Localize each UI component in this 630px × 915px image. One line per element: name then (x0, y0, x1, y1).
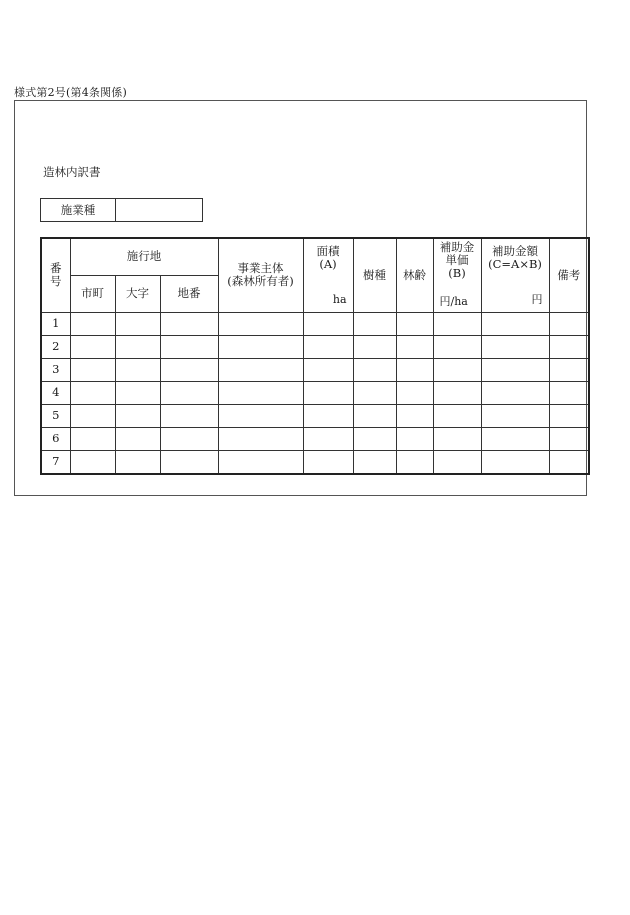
table-row (41, 312, 589, 335)
cell-lot[interactable] (160, 358, 218, 381)
cell-unit-price[interactable] (433, 427, 481, 450)
cell-district[interactable] (115, 335, 160, 358)
cell-operator[interactable] (218, 312, 303, 335)
header-species: 樹種 (353, 238, 396, 312)
header-area-line1: 面積 (316, 244, 340, 258)
row-number: 6 (41, 427, 70, 450)
cell-district[interactable] (115, 404, 160, 427)
cell-unit-price[interactable] (433, 404, 481, 427)
cell-remarks[interactable] (549, 404, 589, 427)
row-number: 7 (41, 450, 70, 474)
cell-amount[interactable] (481, 450, 549, 474)
cell-remarks[interactable] (549, 450, 589, 474)
cell-city[interactable] (70, 312, 115, 335)
table-row (41, 335, 589, 358)
work-type-value[interactable] (116, 199, 203, 222)
cell-age[interactable] (396, 381, 433, 404)
cell-area[interactable] (303, 358, 353, 381)
cell-operator[interactable] (218, 450, 303, 474)
cell-district[interactable] (115, 312, 160, 335)
header-amount (481, 238, 549, 312)
header-amount-unit: 円 (531, 292, 543, 306)
cell-operator[interactable] (218, 427, 303, 450)
cell-amount[interactable] (481, 381, 549, 404)
row-number: 3 (41, 358, 70, 381)
cell-species[interactable] (353, 312, 396, 335)
cell-area[interactable] (303, 335, 353, 358)
header-unit-price-unit: 円/ha (439, 294, 468, 308)
cell-lot[interactable] (160, 404, 218, 427)
cell-age[interactable] (396, 335, 433, 358)
header-area-line2: (A) (319, 257, 337, 271)
cell-district[interactable] (115, 358, 160, 381)
cell-district[interactable] (115, 381, 160, 404)
cell-city[interactable] (70, 404, 115, 427)
cell-city[interactable] (70, 358, 115, 381)
cell-lot[interactable] (160, 381, 218, 404)
cell-amount[interactable] (481, 427, 549, 450)
header-operator-line1: 事業主体 (237, 261, 284, 276)
header-unit-price-line3: (B) (448, 266, 466, 280)
cell-amount[interactable] (481, 404, 549, 427)
table-row (41, 404, 589, 427)
cell-lot[interactable] (160, 427, 218, 450)
header-amount-line1: 補助金額 (492, 244, 539, 258)
cell-age[interactable] (396, 427, 433, 450)
cell-species[interactable] (353, 450, 396, 474)
header-age: 林齢 (396, 238, 433, 312)
header-remarks: 備考 (549, 238, 589, 312)
cell-remarks[interactable] (549, 381, 589, 404)
header-city: 市町 (70, 275, 115, 312)
cell-operator[interactable] (218, 358, 303, 381)
cell-unit-price[interactable] (433, 450, 481, 474)
header-operator (218, 238, 303, 312)
cell-city[interactable] (70, 450, 115, 474)
form-label: 様式第2号(第4条関係) (14, 86, 127, 99)
cell-amount[interactable] (481, 358, 549, 381)
cell-district[interactable] (115, 427, 160, 450)
row-number: 5 (41, 404, 70, 427)
table-row (41, 381, 589, 404)
cell-remarks[interactable] (549, 335, 589, 358)
cell-species[interactable] (353, 427, 396, 450)
cell-area[interactable] (303, 404, 353, 427)
cell-age[interactable] (396, 450, 433, 474)
header-location: 施行地 (70, 238, 218, 275)
work-type-label: 施業種 (41, 199, 116, 222)
breakdown-table (40, 237, 590, 475)
cell-lot[interactable] (160, 450, 218, 474)
cell-city[interactable] (70, 335, 115, 358)
header-district: 大字 (115, 275, 160, 312)
cell-unit-price[interactable] (433, 335, 481, 358)
cell-remarks[interactable] (549, 312, 589, 335)
cell-species[interactable] (353, 335, 396, 358)
cell-city[interactable] (70, 381, 115, 404)
header-number-text: 番号 (50, 261, 62, 289)
cell-age[interactable] (396, 404, 433, 427)
table-row (41, 450, 589, 474)
table-row (41, 358, 589, 381)
header-unit-price-line2: 単価 (445, 253, 469, 267)
cell-age[interactable] (396, 358, 433, 381)
cell-area[interactable] (303, 381, 353, 404)
cell-remarks[interactable] (549, 358, 589, 381)
cell-operator[interactable] (218, 335, 303, 358)
cell-amount[interactable] (481, 335, 549, 358)
header-operator-line2: (森林所有者) (227, 274, 294, 289)
cell-district[interactable] (115, 450, 160, 474)
cell-species[interactable] (353, 358, 396, 381)
cell-operator[interactable] (218, 381, 303, 404)
cell-city[interactable] (70, 427, 115, 450)
row-number: 2 (41, 335, 70, 358)
document-title: 造林内訳書 (43, 165, 101, 179)
header-lot: 地番 (160, 275, 218, 312)
header-unit-price (433, 238, 481, 312)
row-number: 4 (41, 381, 70, 404)
cell-area[interactable] (303, 450, 353, 474)
cell-amount[interactable] (481, 312, 549, 335)
cell-remarks[interactable] (549, 427, 589, 450)
header-area (303, 238, 353, 312)
cell-area[interactable] (303, 312, 353, 335)
cell-unit-price[interactable] (433, 312, 481, 335)
table-body (41, 312, 589, 474)
header-unit-price-line1: 補助金 (439, 240, 475, 254)
cell-species[interactable] (353, 381, 396, 404)
header-amount-line2: (C=A×B) (488, 257, 542, 271)
header-area-unit: ha (332, 292, 347, 306)
cell-species[interactable] (353, 404, 396, 427)
cell-operator[interactable] (218, 404, 303, 427)
cell-area[interactable] (303, 427, 353, 450)
cell-unit-price[interactable] (433, 358, 481, 381)
cell-age[interactable] (396, 312, 433, 335)
header-number (41, 238, 70, 312)
cell-unit-price[interactable] (433, 381, 481, 404)
cell-lot[interactable] (160, 312, 218, 335)
cell-lot[interactable] (160, 335, 218, 358)
row-number: 1 (41, 312, 70, 335)
table-row (41, 427, 589, 450)
work-type-box (40, 198, 203, 222)
